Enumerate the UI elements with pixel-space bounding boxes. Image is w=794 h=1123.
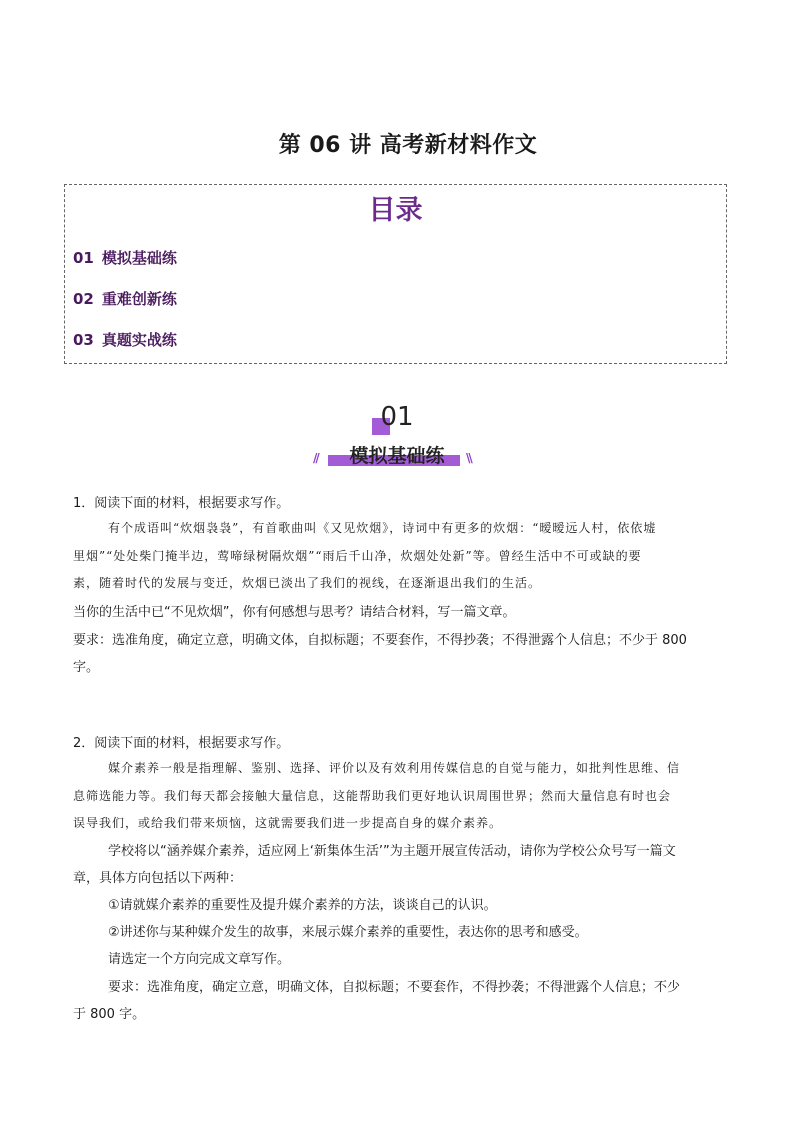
question-1-prompt: 当你的生活中已“不见炊烟”，你有何感想与思考？请结合材料，写一篇文章。 [73, 605, 516, 620]
question-2-intro: 2．阅读下面的材料，根据要求写作。 [73, 736, 290, 751]
decorative-slashes-left: // [313, 451, 318, 465]
question-2-task-line: 章，具体方向包括以下两种： [73, 871, 243, 886]
question-1-material-line: 里烟”“处处柴门掩半边，莺啼绿树隔炊烟”“雨后千山净，炊烟处处新”等。曾经生活中不可或缺的要 [73, 549, 642, 563]
question-2-option: ②讲述你与某种媒介发生的故事，来展示媒介素养的重要性，表达你的思考和感受。 [108, 925, 588, 940]
toc-item[interactable] [73, 329, 177, 350]
toc-item[interactable] [73, 247, 177, 268]
section-number: 01 [380, 402, 414, 432]
table-of-contents [64, 184, 727, 364]
question-1-requirement-line: 字。 [73, 660, 100, 675]
toc-item-label: 模拟基础练 [101, 249, 177, 267]
question-1-material-line: 有个成语叫“炊烟袅袅”，有首歌曲叫《又见炊烟》，诗词中有更多的炊烟：“暧暧远人村，依依墟 [108, 521, 657, 535]
question-1-intro: 1．阅读下面的材料，根据要求写作。 [73, 496, 290, 511]
toc-item-label: 重难创新练 [101, 290, 177, 308]
section-title: 模拟基础练 [349, 445, 445, 467]
question-2-material-line: 息筛选能力等。我们每天都会接触大量信息，这能帮助我们更好地认识周围世界；然而大量信息有时也会 [73, 789, 672, 803]
question-1-requirement-line: 要求：选准角度，确定立意，明确文体，自拟标题；不要套作，不得抄袭；不得泄露个人信息；不少于 800 [73, 633, 687, 648]
toc-item-label: 真题实战练 [101, 331, 177, 349]
toc-item[interactable] [73, 288, 177, 309]
question-2-requirement-line: 于 800 字。 [73, 1007, 146, 1022]
toc-item-number: 01 [73, 249, 94, 267]
question-2-option: ①请就媒介素养的重要性及提升媒介素养的方法，谈谈自己的认识。 [108, 898, 497, 913]
toc-heading: 目录 [368, 195, 423, 226]
toc-item-number: 02 [73, 290, 94, 308]
question-2-choose: 请选定一个方向完成文章写作。 [108, 952, 291, 967]
question-2-material-line: 媒介素养一般是指理解、鉴别、选择、评价以及有效利用传媒信息的自觉与能力，如批判性思维、信 [108, 761, 681, 775]
decorative-slashes-right: \\ [466, 451, 471, 465]
document-title: 第 06 讲 高考新材料作文 [278, 133, 538, 158]
toc-item-number: 03 [73, 331, 94, 349]
question-2-requirement-line: 要求：选准角度，确定立意，明确文体，自拟标题；不要套作，不得抄袭；不得泄露个人信息；不少 [108, 980, 681, 995]
question-2-task-line: 学校将以“涵养媒介素养，适应网上‘新集体生活’”为主题开展宣传活动，请你为学校公众号写一篇文 [108, 844, 676, 859]
question-1-material-line: 素，随着时代的发展与变迁，炊烟已淡出了我们的视线，在逐渐退出我们的生活。 [73, 576, 542, 590]
question-2-material-line: 误导我们，或给我们带来烦恼，这就需要我们进一步提高自身的媒介素养。 [73, 816, 503, 830]
